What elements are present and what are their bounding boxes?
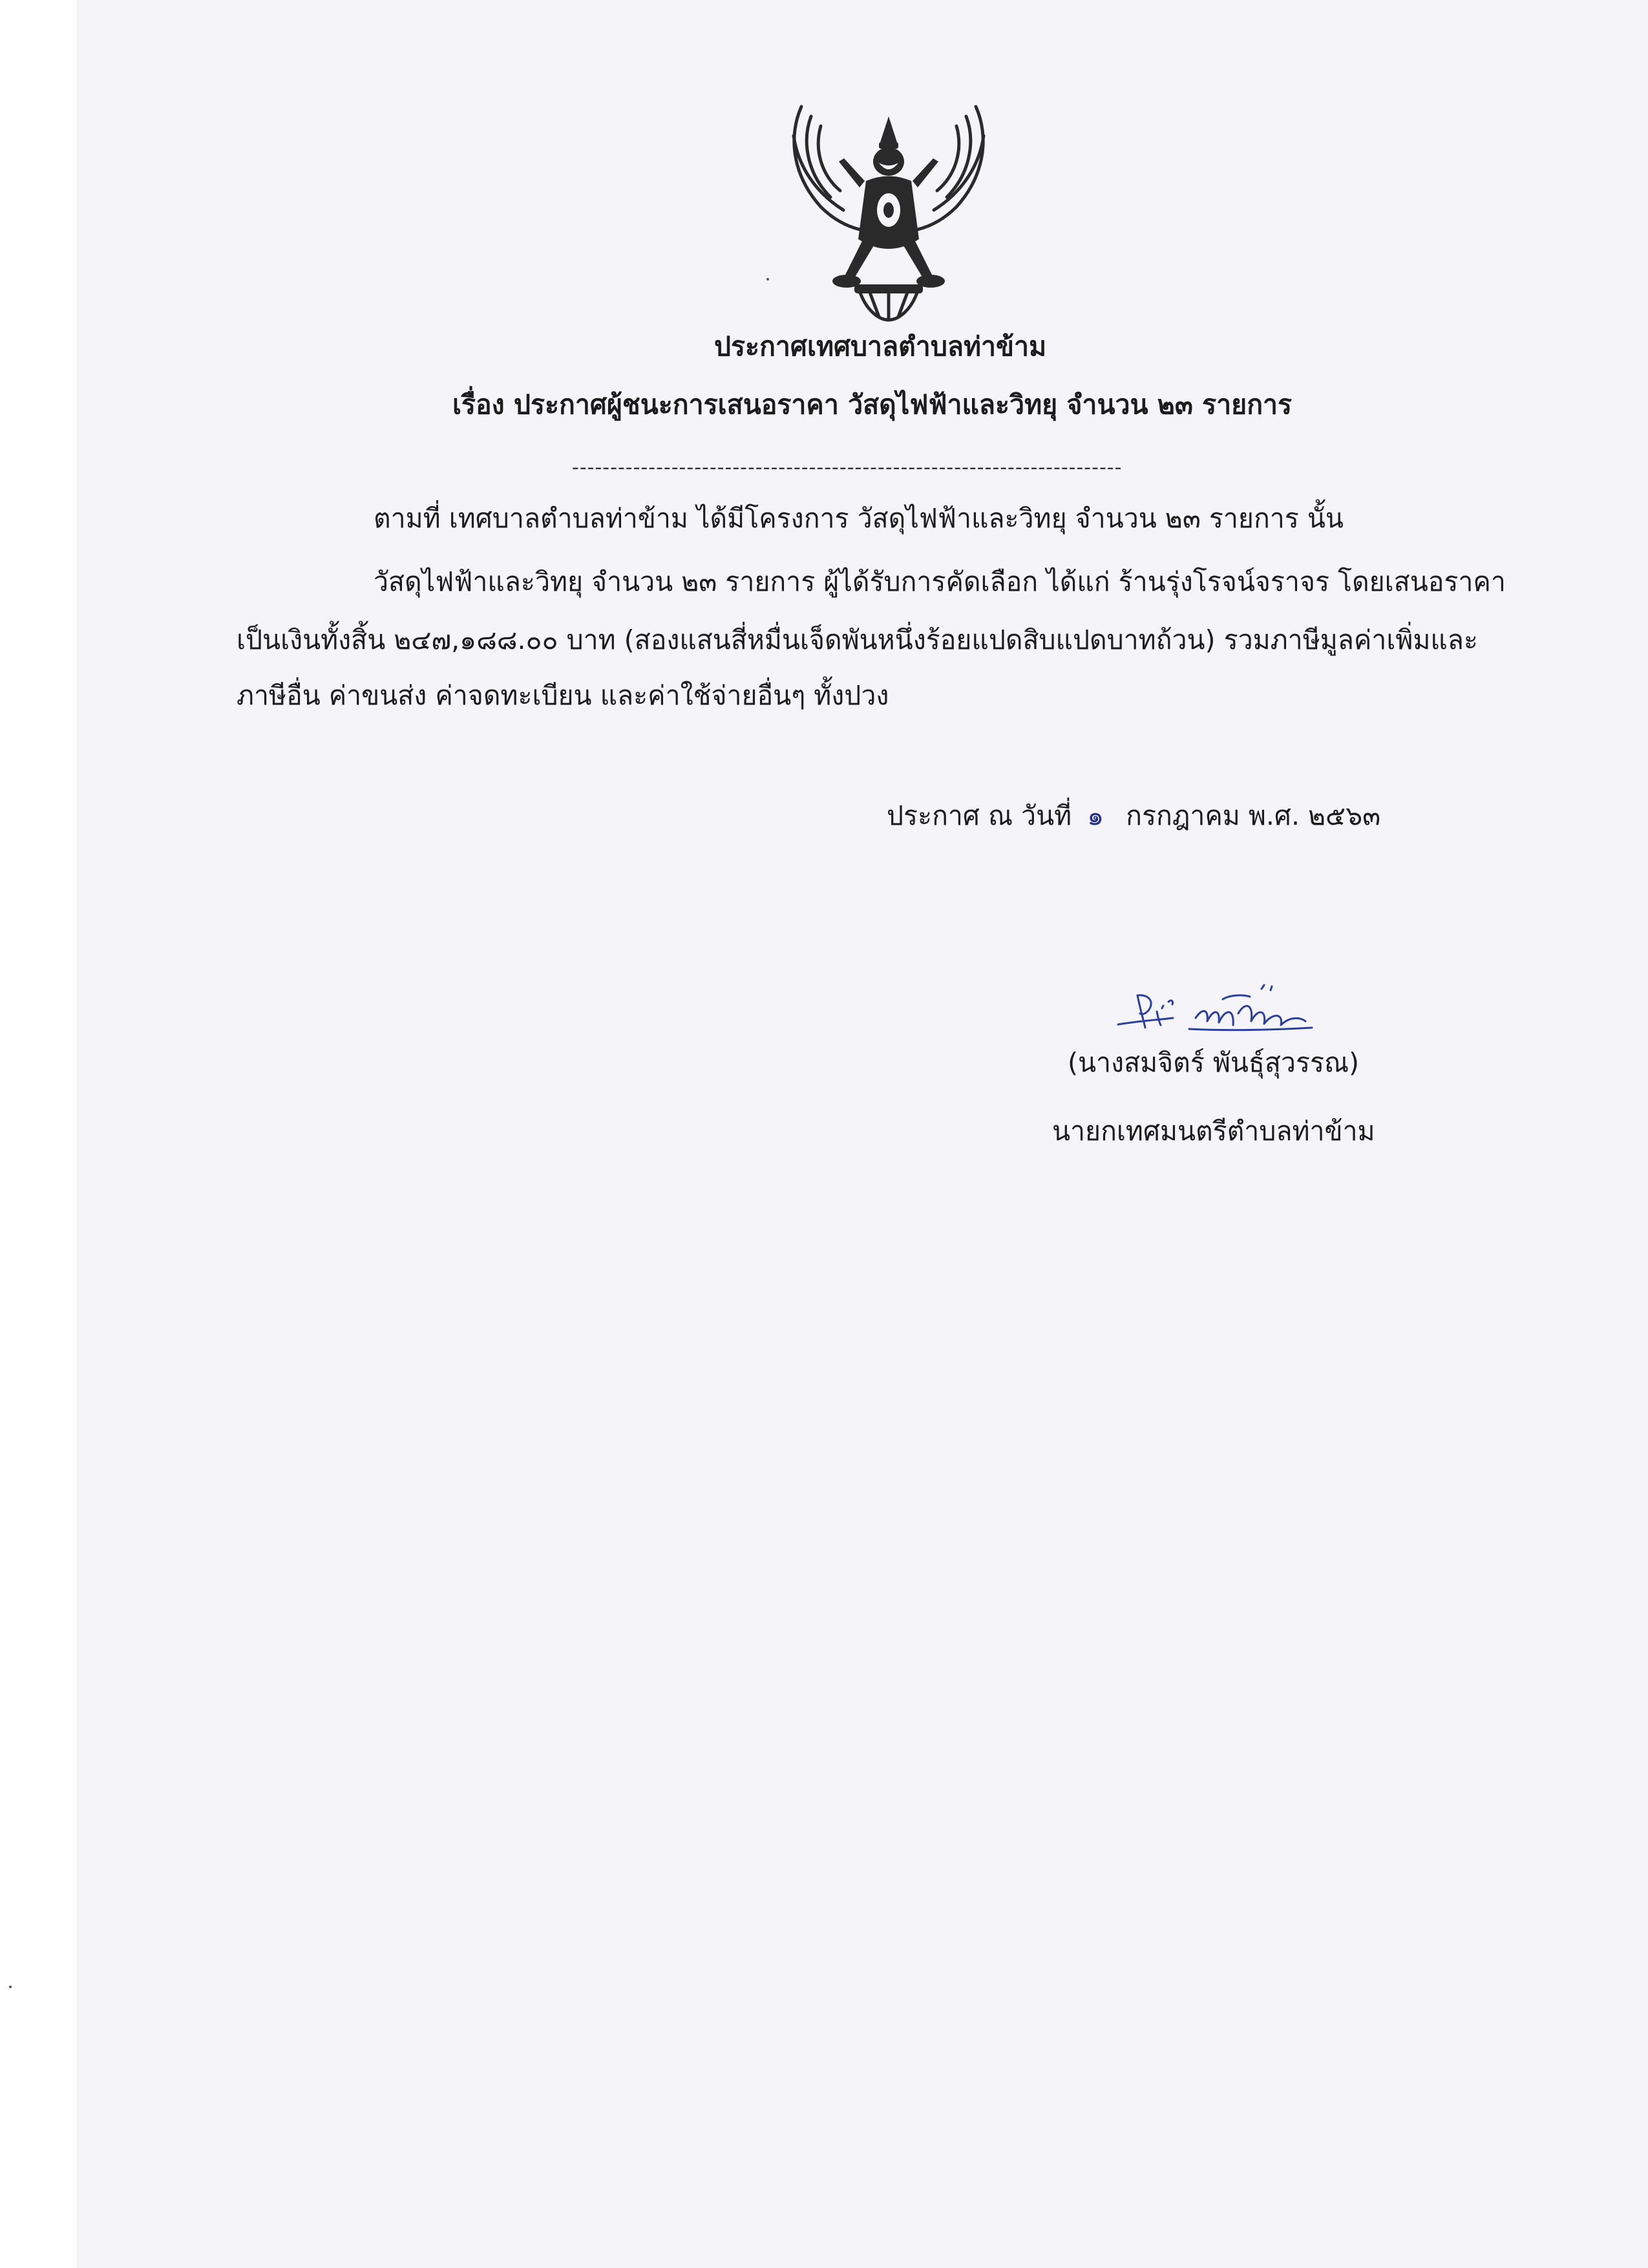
date-month-year: กรกฎาคม พ.ศ. ๒๕๖๓ [1126,800,1381,831]
document-subject: เรื่อง ประกาศผู้ชนะการเสนอราคา วัสดุไฟฟ้าและวิทยุ จำนวน ๒๓ รายการ [452,389,1293,420]
handwritten-signature-icon [1112,982,1325,1041]
scan-speck [766,278,769,281]
signer-name: (นางสมจิตร์ พันธุ์สุวรรณ) [1068,1047,1360,1078]
signer-position: นายกเทศมนตรีตำบลท่าข้าม [1052,1116,1375,1147]
body-line-3: เป็นเงินทั้งสิ้น ๒๔๗,๑๘๘.๐๐ บาท (สองแสนสี่หมื่นเจ็ดพันหนึ่งร้อยแปดสิบแปดบาทถ้วน) รวมภาษีมูลค่าเพิ่มและ [237,624,1478,655]
body-line-4: ภาษีอื่น ค่าขนส่ง ค่าจดทะเบียน และค่าใช้จ่ายอื่นๆ ทั้งปวง [237,680,889,711]
announcement-date [887,798,1380,834]
document-title: ประกาศเทศบาลตำบลท่าข้าม [714,331,1047,362]
body-line-1: ตามที่ เทศบาลตำบลท่าข้าม ได้มีโครงการ วัสดุไฟฟ้าและวิทยุ จำนวน ๒๓ รายการ นั้น [374,503,1344,534]
date-day: ๑ [1087,800,1104,831]
scan-speck [9,1986,12,1988]
body-line-2: วัสดุไฟฟ้าและวิทยุ จำนวน ๒๓ รายการ ผู้ได้รับการคัดเลือก ได้แก่ ร้านรุ่งโรจน์จราจร โดยเสนอราคา [374,566,1506,597]
garuda-emblem-icon [782,97,995,323]
scan-margin [0,0,76,2268]
date-prefix: ประกาศ ณ วันที่ [887,800,1072,831]
divider-line: ------------------------------------------------------------------------ [572,456,1123,479]
